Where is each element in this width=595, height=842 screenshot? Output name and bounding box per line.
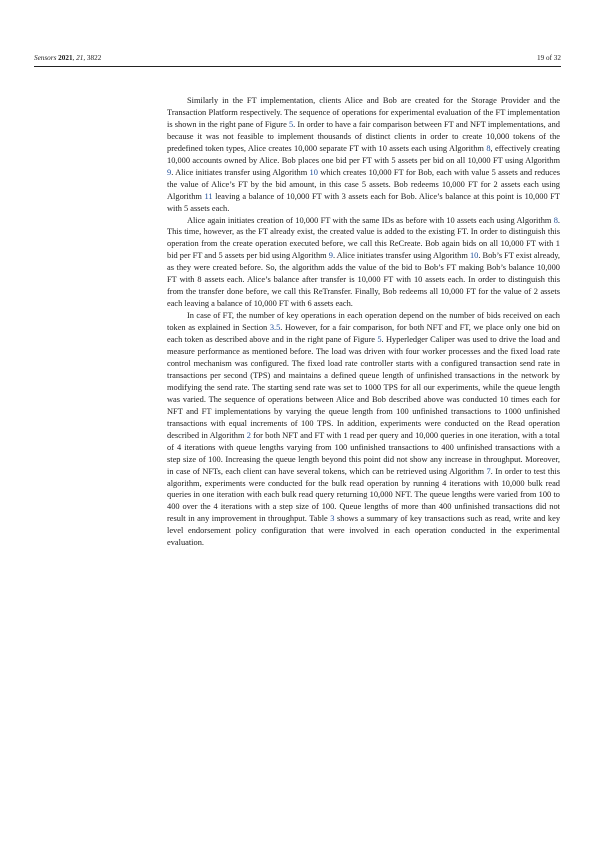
journal-citation: Sensors 2021, 21, 3822 [34, 54, 102, 62]
text-run: . In order to test this algorithm, experiments were conducted for the bulk read operation by running 4 iterations with 10,000 bulk read queries in one iteration with each bulk read query returning 10,000 NFT. The queue lengths were varied from 100 to 400 over the 4 iterations with a step size of 100. Queue lengths of more than 400 unfinished transactions did not result in any improvement in throughput. Table [167, 466, 560, 524]
text-run: which creates 10,000 FT for Bob, each with value 5 assets and reduces the value of Alice’s FT by the bid amount, in this case 5 assets. Bob redeems 10,000 FT for 2 assets each using Algorithm [167, 167, 561, 201]
text-run: for both NFT and FT with 1 read per query and 10,000 queries in one iteration, with a total of 4 iterations with queue lengths varying from 100 unfinished transactions to 400 unfinished transactions with a step size of 100. Increasing the queue length beyond this point did not show any increase in throughput. Moreover, in case of NFTs, each client can have several tokens, which can be retrieved using Algorithm [167, 430, 560, 476]
cross-reference-link[interactable]: 10 [469, 251, 479, 261]
text-run: . This time, however, as the FT already exist, the created value is added to the existing FT. In order to distinguish this operation from the create operation executed before, we call this ReCreate. Bob again bids on all 10,000 FT with 1 bid per FT and 5 assets per bid using Algorithm [167, 215, 560, 261]
text-run: Similarly in the FT implementation, clients Alice and Bob are created for the Storage Provider and the Transaction Platform respectively. The sequence of operations for experimental evaluation of the FT implementation is shown in the right pane of Figure [167, 96, 560, 129]
cross-reference-link[interactable]: 5 [288, 119, 294, 129]
cross-reference-link[interactable]: 3.5 [269, 323, 281, 333]
paragraph [167, 95, 560, 215]
cross-reference-link[interactable]: 2 [246, 430, 251, 440]
journal-name: Sensors [34, 54, 57, 62]
text-run: shows a summary of key transactions such as read, write and key level endorsement policy configuration that were involved in each operation conducted in the experimental evaluation. [167, 514, 561, 548]
page-number: 19 of 32 [537, 54, 561, 62]
cross-reference-link[interactable]: 3 [330, 514, 335, 524]
text-run: . Alice initiates transfer using Algorithm [171, 167, 310, 177]
cross-reference-link[interactable]: 9 [328, 251, 333, 261]
text-run: Alice again initiates creation of 10,000 FT with the same IDs as before with 10 assets each using Algorithm [187, 215, 554, 225]
body-text [167, 95, 560, 549]
cross-reference-link[interactable]: 8 [486, 143, 491, 153]
cross-reference-link[interactable]: 8 [553, 215, 558, 225]
text-run: . Alice initiates transfer using Algorithm [332, 251, 470, 261]
journal-volume: 21 [76, 54, 84, 62]
text-run: , effectively creating 10,000 accounts owned by Alice. Bob places one bid per FT with 5 assets per bid on all 10,000 FT using Algorithm [167, 143, 560, 165]
text-run: . Bob’s FT exist already, as they were created before. So, the algorithm adds the value of the bid to Bob’s FT making Bob’s balance 10,000 FT with 8 assets each. Alice’s balance after transfer is 10,000 FT with 10 assets each. In order to distinguish this from the transfer done before, we call this ReTransfer. Finally, Bob redeems all 10,000 FT for the value of 2 assets each leaving a balance of 10,000 FT with 6 assets each. [167, 251, 560, 309]
cross-reference-link[interactable]: 10 [309, 167, 318, 177]
cross-reference-link[interactable]: 9 [167, 167, 172, 177]
text-run: . Hyperledger Caliper was used to drive the load and measure performance as mentioned before. The load was driven with four worker processes and the fixed load rate control mechanism was configured. The fixed load rate controller starts with a configured transaction send rate in transactions per second (TPS) and maintains a defined queue length of unfinished transactions in the network by modifying the send rate. The starting send rate was set to 1000 TPS for all our experiments, while the queue length was varied. The sequence of operations between Alice and Bob described above was conducted 10 times each for NFT and FT implementations by varying the queue length from 100 unfinished transactions to 1000 unfinished transactions with equal increments of 100 TPS. In addition, experiments were conducted on the Read operation described in Algorithm [167, 335, 560, 440]
paragraph [167, 215, 560, 311]
running-header [34, 52, 561, 64]
text-run: In case of FT, the number of key operations in each operation depend on the number of bids received on each token as explained in Section [167, 311, 560, 333]
header-divider [34, 66, 561, 67]
article-number: 3822 [86, 54, 102, 62]
text-run: leaving a balance of 10,000 FT with 3 assets each for Bob. Alice’s balance at this point is 10,000 FT with 5 assets each. [167, 191, 560, 213]
paragraph [167, 310, 560, 549]
text-run: . However, for a fair comparison, for both NFT and FT, we place only one bid on each token as described above and in the right pane of Figure [167, 323, 560, 345]
cross-reference-link[interactable]: 7 [486, 466, 491, 476]
cross-reference-link[interactable]: 11 [204, 191, 213, 201]
cross-reference-link[interactable]: 5 [377, 335, 382, 345]
journal-year: 2021 [58, 54, 73, 62]
text-run: . In order to have a fair comparison between FT and NFT implementations, and because it was not feasible to implement thousands of distinct clients in order to create 10,000 tokens of the predefined token types, Alice creates 10,000 separate FT with 10 assets each using Algorithm [167, 119, 560, 153]
